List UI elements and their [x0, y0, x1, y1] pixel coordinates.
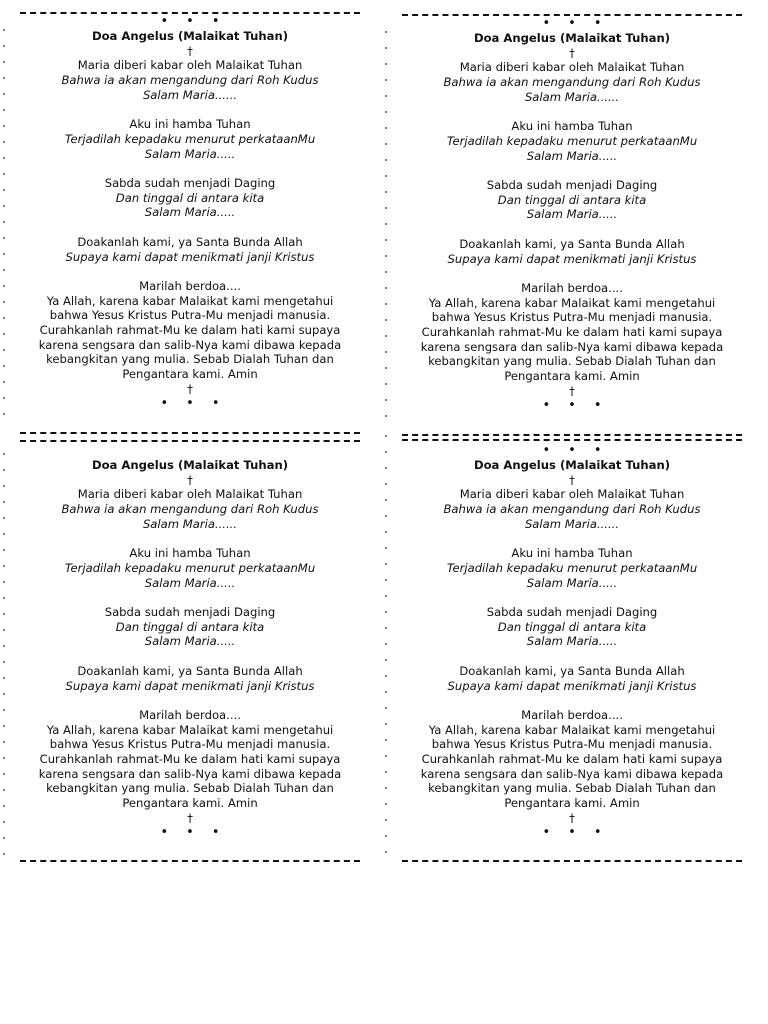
bullet-ornament-top: ••• — [542, 16, 620, 31]
verse-3-line-1: Sabda sudah menjadi Daging — [486, 178, 658, 192]
verse-2-line-1: Aku ini hamba Tuhan — [511, 119, 633, 134]
prayer-line-1: Ya Allah, karena kabar Malaikat kami mengetahui — [46, 722, 334, 737]
dotted-margin — [2, 22, 6, 427]
bullet-ornament-bottom: ••• — [160, 395, 238, 411]
cut-line-bottom — [20, 860, 360, 862]
prayer-intro: Marilah berdoa.... — [139, 278, 241, 293]
verse-1-line-3: Salam Maria...... — [524, 516, 620, 531]
verse-1-line-3: Salam Maria...... — [142, 87, 238, 102]
verse-2-line-2: Terjadilah kepadaku menurut perkataanMu — [446, 560, 698, 575]
prayer-line-5: kebangkitan yang mulia. Sebab Dialah Tuhan dan — [46, 781, 334, 796]
verse-4-line-1: Doakanlah kami, ya Santa Bunda Allah — [459, 236, 685, 251]
prayer-intro: Marilah berdoa.... — [521, 707, 623, 722]
prayer-line-4: karena sengsara dan salib-Nya kami dibawa kepada — [420, 339, 724, 354]
bullet-ornament-top: ••• — [542, 443, 620, 458]
verse-1-line-2: Bahwa ia akan mengandung dari Roh Kudus — [443, 75, 701, 90]
verse-1-line-1: Maria diberi kabar oleh Malaikat Tuhan — [459, 487, 685, 502]
verse-3-line-1: Sabda sudah menjadi Daging — [104, 176, 276, 190]
cut-line-bottom — [402, 860, 742, 862]
verse-3-line-2: Dan tinggal di antara kita — [115, 190, 265, 205]
prayer-line-2: bahwa Yesus Kristus Putra-Mu menjadi manusia. — [49, 737, 331, 752]
verse-1-line-3: Salam Maria...... — [524, 89, 620, 104]
cross-icon-bottom: † — [569, 383, 575, 398]
verse-2-line-3: Salam Maria..... — [526, 575, 618, 590]
prayer-line-3: Curahkanlah rahmat-Mu ke dalam hati kami supaya — [39, 752, 341, 766]
cross-icon-bottom: † — [187, 381, 193, 396]
prayer-intro: Marilah berdoa.... — [139, 707, 241, 722]
verse-4-line-1: Doakanlah kami, ya Santa Bunda Allah — [77, 663, 303, 678]
card-title: Doa Angelus (Malaikat Tuhan) — [473, 31, 671, 45]
cross-icon: † — [187, 43, 193, 58]
verse-1-line-2: Bahwa ia akan mengandung dari Roh Kudus — [61, 502, 319, 517]
bullet-ornament-bottom: ••• — [542, 397, 620, 413]
cross-icon-bottom: † — [569, 810, 575, 825]
prayer-line-4: karena sengsara dan salib-Nya kami dibawa kepada — [38, 337, 342, 352]
bullet-ornament-bottom: ••• — [160, 824, 238, 840]
prayer-line-4: karena sengsara dan salib-Nya kami dibawa kepada — [420, 766, 724, 781]
bullet-ornament-top: ••• — [160, 14, 238, 29]
prayer-line-5: kebangkitan yang mulia. Sebab Dialah Tuhan dan — [46, 352, 334, 367]
prayer-line-3: Curahkanlah rahmat-Mu ke dalam hati kami supaya — [39, 323, 341, 337]
cross-icon: † — [569, 45, 575, 60]
card-content — [402, 17, 742, 413]
verse-4-line-2: Supaya kami dapat menikmati janji Kristus — [447, 678, 697, 693]
card-content — [20, 15, 360, 411]
verse-2-line-1: Aku ini hamba Tuhan — [129, 117, 251, 132]
verse-1-line-1: Maria diberi kabar oleh Malaikat Tuhan — [77, 487, 303, 502]
verse-2-line-3: Salam Maria..... — [526, 148, 618, 163]
verse-2-line-3: Salam Maria..... — [144, 575, 236, 590]
verse-3-line-2: Dan tinggal di antara kita — [115, 619, 265, 634]
verse-4-line-2: Supaya kami dapat menikmati janji Kristus — [447, 251, 697, 266]
cut-line-bottom — [402, 434, 742, 441]
verse-2-line-1: Aku ini hamba Tuhan — [511, 546, 633, 561]
prayer-line-3: Curahkanlah rahmat-Mu ke dalam hati kami supaya — [421, 752, 723, 766]
cross-icon: † — [187, 472, 193, 487]
verse-3-line-2: Dan tinggal di antara kita — [497, 192, 647, 207]
verse-3-line-3: Salam Maria..... — [144, 634, 236, 649]
verse-2-line-3: Salam Maria..... — [144, 146, 236, 161]
cut-line-bottom — [20, 432, 360, 434]
verse-4-line-2: Supaya kami dapat menikmati janji Kristus — [65, 678, 315, 693]
dotted-margin — [384, 24, 388, 424]
cross-icon: † — [569, 472, 575, 487]
bullet-ornament-bottom: ••• — [542, 824, 620, 840]
verse-3-line-1: Sabda sudah menjadi Daging — [486, 605, 658, 619]
dotted-margin — [2, 446, 6, 856]
verse-4-line-1: Doakanlah kami, ya Santa Bunda Allah — [459, 663, 685, 678]
prayer-line-2: bahwa Yesus Kristus Putra-Mu menjadi manusia. — [431, 310, 713, 325]
prayer-line-5: kebangkitan yang mulia. Sebab Dialah Tuhan dan — [428, 354, 716, 369]
verse-1-line-2: Bahwa ia akan mengandung dari Roh Kudus — [61, 73, 319, 88]
prayer-line-6: Pengantara kami. Amin — [122, 796, 258, 811]
verse-3-line-3: Salam Maria..... — [526, 207, 618, 222]
verse-2-line-2: Terjadilah kepadaku menurut perkataanMu — [64, 560, 316, 575]
verse-4-line-2: Supaya kami dapat menikmati janji Kristus — [65, 249, 315, 264]
prayer-line-1: Ya Allah, karena kabar Malaikat kami mengetahui — [46, 293, 334, 308]
prayer-line-6: Pengantara kami. Amin — [504, 796, 640, 811]
prayer-line-3: Curahkanlah rahmat-Mu ke dalam hati kami supaya — [421, 325, 723, 339]
verse-2-line-2: Terjadilah kepadaku menurut perkataanMu — [64, 131, 316, 146]
prayer-line-2: bahwa Yesus Kristus Putra-Mu menjadi manusia. — [49, 308, 331, 323]
prayer-line-6: Pengantara kami. Amin — [504, 369, 640, 384]
prayer-line-4: karena sengsara dan salib-Nya kami dibawa kepada — [38, 766, 342, 781]
verse-3-line-3: Salam Maria..... — [526, 634, 618, 649]
verse-3-line-3: Salam Maria..... — [144, 205, 236, 220]
prayer-line-6: Pengantara kami. Amin — [122, 367, 258, 382]
card-content — [20, 458, 360, 840]
prayer-line-1: Ya Allah, karena kabar Malaikat kami mengetahui — [428, 295, 716, 310]
prayer-line-5: kebangkitan yang mulia. Sebab Dialah Tuhan dan — [428, 781, 716, 796]
verse-1-line-1: Maria diberi kabar oleh Malaikat Tuhan — [77, 58, 303, 73]
verse-2-line-1: Aku ini hamba Tuhan — [129, 546, 251, 561]
cut-line-top — [20, 440, 360, 442]
prayer-intro: Marilah berdoa.... — [521, 280, 623, 295]
verse-4-line-1: Doakanlah kami, ya Santa Bunda Allah — [77, 234, 303, 249]
verse-2-line-2: Terjadilah kepadaku menurut perkataanMu — [446, 133, 698, 148]
verse-1-line-2: Bahwa ia akan mengandung dari Roh Kudus — [443, 502, 701, 517]
cross-icon-bottom: † — [187, 810, 193, 825]
card-title: Doa Angelus (Malaikat Tuhan) — [91, 29, 289, 43]
card-content — [402, 444, 742, 840]
card-title: Doa Angelus (Malaikat Tuhan) — [91, 458, 289, 472]
prayer-line-1: Ya Allah, karena kabar Malaikat kami mengetahui — [428, 722, 716, 737]
dotted-margin — [384, 428, 388, 856]
verse-3-line-1: Sabda sudah menjadi Daging — [104, 605, 276, 619]
verse-1-line-1: Maria diberi kabar oleh Malaikat Tuhan — [459, 60, 685, 75]
prayer-line-2: bahwa Yesus Kristus Putra-Mu menjadi manusia. — [431, 737, 713, 752]
card-title: Doa Angelus (Malaikat Tuhan) — [473, 458, 671, 472]
verse-1-line-3: Salam Maria...... — [142, 516, 238, 531]
verse-3-line-2: Dan tinggal di antara kita — [497, 619, 647, 634]
